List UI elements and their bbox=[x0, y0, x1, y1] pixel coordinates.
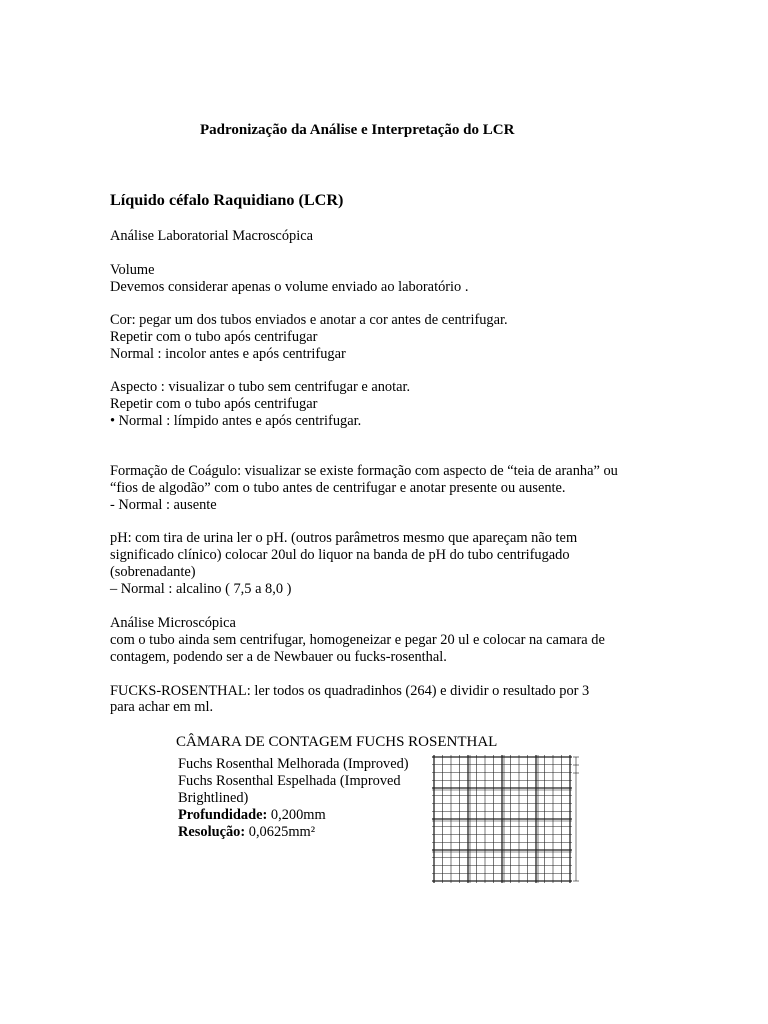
paragraph-line: FUCKS-ROSENTHAL: ler todos os quadradinhos (264) e dividir o resultado por 3 bbox=[110, 683, 590, 699]
paragraph-line: Formação de Coágulo: visualizar se existe formação com aspecto de “teia de aranha” ou bbox=[110, 463, 618, 479]
paragraph-line: • Normal : límpido antes e após centrifugar. bbox=[110, 413, 362, 429]
paragraph-line: contagem, podendo ser a de Newbauer ou fucks-rosenthal. bbox=[110, 649, 447, 665]
resolution-label: Resolução: bbox=[178, 824, 246, 840]
paragraph-line: – Normal : alcalino ( 7,5 a 8,0 ) bbox=[110, 581, 292, 597]
counting-chamber-grid-image bbox=[430, 755, 582, 885]
paragraph-line: pH: com tira de urina ler o pH. (outros parâmetros mesmo que apareçam não tem bbox=[110, 530, 578, 546]
resolution-line bbox=[178, 824, 315, 841]
paragraph-line: com o tubo ainda sem centrifugar, homogeneizar e pegar 20 ul e colocar na camara de bbox=[110, 632, 605, 648]
chamber-line: Brightlined) bbox=[178, 790, 249, 806]
paragraph-line: Devemos considerar apenas o volume enviado ao laboratório . bbox=[110, 279, 469, 295]
paragraph-line: Análise Laboratorial Macroscópica bbox=[110, 228, 313, 244]
chamber-line: Fuchs Rosenthal Espelhada (Improved bbox=[178, 773, 401, 789]
depth-label: Profundidade: bbox=[178, 807, 268, 823]
paragraph-line: para achar em ml. bbox=[110, 699, 214, 715]
paragraph-line: Aspecto : visualizar o tubo sem centrifugar e anotar. bbox=[110, 379, 411, 395]
paragraph-line: Cor: pegar um dos tubos enviados e anotar a cor antes de centrifugar. bbox=[110, 312, 508, 328]
document-title: Padronização da Análise e Interpretação do LCR bbox=[200, 122, 515, 138]
chamber-title: CÂMARA DE CONTAGEM FUCHS ROSENTHAL bbox=[176, 734, 498, 750]
paragraph-line: “fios de algodão” com o tubo antes de centrifugar e anotar presente ou ausente. bbox=[110, 480, 566, 496]
depth-line bbox=[178, 807, 326, 824]
paragraph-line: - Normal : ausente bbox=[110, 497, 217, 513]
paragraph-line: significado clínico) colocar 20ul do liquor na banda de pH do tubo centrifugado bbox=[110, 547, 570, 563]
depth-value: 0,200mm bbox=[267, 807, 326, 823]
paragraph-line: Repetir com o tubo após centrifugar bbox=[110, 396, 318, 412]
chamber-line: Fuchs Rosenthal Melhorada (Improved) bbox=[178, 756, 409, 772]
resolution-value: 0,0625mm² bbox=[245, 824, 316, 840]
section-heading: Líquido céfalo Raquidiano (LCR) bbox=[110, 191, 344, 209]
paragraph-line: Volume bbox=[110, 262, 155, 278]
paragraph-line: (sobrenadante) bbox=[110, 564, 196, 580]
paragraph-line: Normal : incolor antes e após centrifugar bbox=[110, 346, 346, 362]
paragraph-line: Análise Microscópica bbox=[110, 615, 236, 631]
paragraph-line: Repetir com o tubo após centrifugar bbox=[110, 329, 318, 345]
